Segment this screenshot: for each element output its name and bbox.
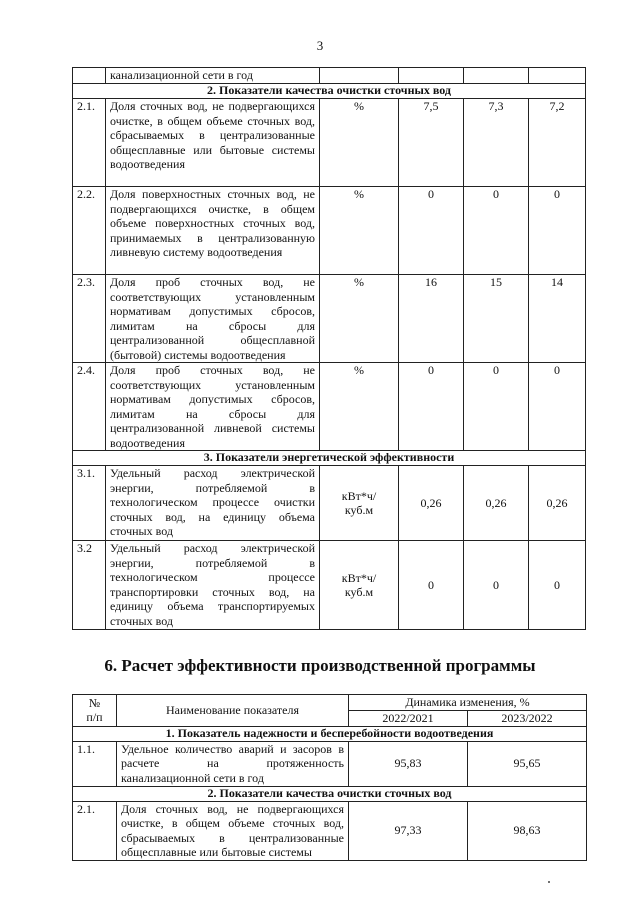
cell-description: Доля сточных вод, не подвергающихся очистке, в общем объеме сточных вод, сбрасываемых в централизованные общесплавные или бытовые системы водоотведения [106, 99, 320, 187]
header-name: Наименование показателя [117, 695, 349, 727]
section-title: 1. Показатель надежности и бесперебойности водоотведения [73, 726, 587, 741]
section-header-row [73, 786, 587, 801]
cell-value: 0,26 [464, 466, 529, 541]
cell-value: 0 [529, 187, 586, 275]
header-number [73, 695, 117, 727]
header-dynamics: Динамика изменения, % [349, 695, 587, 711]
cell-value: 0 [529, 541, 586, 630]
cell-value: 0 [464, 363, 529, 451]
cell-value: 0 [464, 541, 529, 630]
cell-unit [320, 466, 399, 541]
cell-value: 16 [399, 275, 464, 363]
cell-description: Удельный расход электрической энергии, потребляемой в технологическом процессе транспортировки сточных вод, на единицу объема транспортируемых сточных вод [106, 541, 320, 630]
cell-index: 2.1. [73, 801, 117, 860]
cell-description: Удельное количество аварий и засоров в расчете на протяженность канализационной сети в год [117, 741, 349, 786]
cell-description: Доля проб сточных вод, не соответствующих установленным нормативам допустимых сбросов, лимитам на сбросы для централизованной общесплавной (бытовой) системы водоотведения [106, 275, 320, 363]
cell-index: 2.1. [73, 99, 106, 187]
cell-description: канализационной сети в год [106, 68, 320, 84]
cell-index: 3.2 [73, 541, 106, 630]
efficiency-table [72, 694, 587, 861]
cell-index: 3.1. [73, 466, 106, 541]
section-title: 3. Показатели энергетической эффективности [73, 451, 586, 466]
cell-description: Доля сточных вод, не подвергающихся очистке, в общем объеме сточных вод, сбрасываемых в централизованные общесплавные или бытовые системы [117, 801, 349, 860]
section-heading: 6. Расчет эффективности производственной программы [104, 656, 536, 675]
cell-value: 95,65 [468, 741, 587, 786]
unit-line: кВт*ч/ [341, 488, 377, 503]
cell-value: 95,83 [349, 741, 468, 786]
cell-value: 0,26 [399, 466, 464, 541]
table-row [73, 741, 587, 786]
table-row [73, 466, 586, 541]
cell-value: 97,33 [349, 801, 468, 860]
table-row [73, 541, 586, 630]
cell-value: 0 [399, 363, 464, 451]
cell-unit: % [320, 363, 399, 451]
cell-index: 2.3. [73, 275, 106, 363]
cell-index: 2.4. [73, 363, 106, 451]
cell-description: Доля поверхностных сточных вод, не подвергающихся очистке, в общем объеме поверхностных сточных вод, принимаемых в централизованную ливневую систему водоотведения [106, 187, 320, 275]
table-row [73, 363, 586, 451]
section-header-row [73, 726, 587, 741]
indicators-table [72, 67, 586, 630]
cell-value: 0 [399, 541, 464, 630]
cell-value: 15 [464, 275, 529, 363]
table-row [73, 801, 587, 860]
table-row [73, 99, 586, 187]
cell-value: 98,63 [468, 801, 587, 860]
cell-index: 1.1. [73, 741, 117, 786]
cell-index: 2.2. [73, 187, 106, 275]
cell-value: 0 [399, 187, 464, 275]
unit-line: куб.м [344, 585, 374, 599]
page-number: 3 [316, 38, 324, 53]
cell-unit: % [320, 187, 399, 275]
cell-description: Удельный расход электрической энергии, потребляемой в технологическом процессе очистки сточных вод, на единицу объема сточных вод [106, 466, 320, 541]
section-header-row [73, 84, 586, 99]
cell-value: 7,5 [399, 99, 464, 187]
table-row [73, 68, 586, 84]
table-row [73, 275, 586, 363]
table-row [73, 187, 586, 275]
cell-value: 14 [529, 275, 586, 363]
header-row [73, 695, 587, 711]
section-title: 2. Показатели качества очистки сточных вод [73, 84, 586, 99]
cell-unit: % [320, 99, 399, 187]
scan-speck [548, 881, 550, 883]
cell-value: 0 [464, 187, 529, 275]
header-number-line: № [88, 696, 101, 711]
header-year: 2023/2022 [468, 711, 587, 727]
section-title: 2. Показатели качества очистки сточных вод [73, 786, 587, 801]
section-header-row [73, 451, 586, 466]
cell-value: 7,3 [464, 99, 529, 187]
cell-value: 0,26 [529, 466, 586, 541]
header-year: 2022/2021 [349, 711, 468, 727]
unit-line: куб.м [344, 503, 374, 517]
cell-description: Доля проб сточных вод, не соответствующих установленным нормативам допустимых сбросов, лимитам на сбросы для централизованной ливневой системы водоотведения [106, 363, 320, 451]
cell-unit: % [320, 275, 399, 363]
cell-unit [320, 541, 399, 630]
cell-value: 7,2 [529, 99, 586, 187]
unit-line: кВт*ч/ [341, 570, 377, 585]
cell-value: 0 [529, 363, 586, 451]
header-number-line: п/п [86, 710, 103, 725]
